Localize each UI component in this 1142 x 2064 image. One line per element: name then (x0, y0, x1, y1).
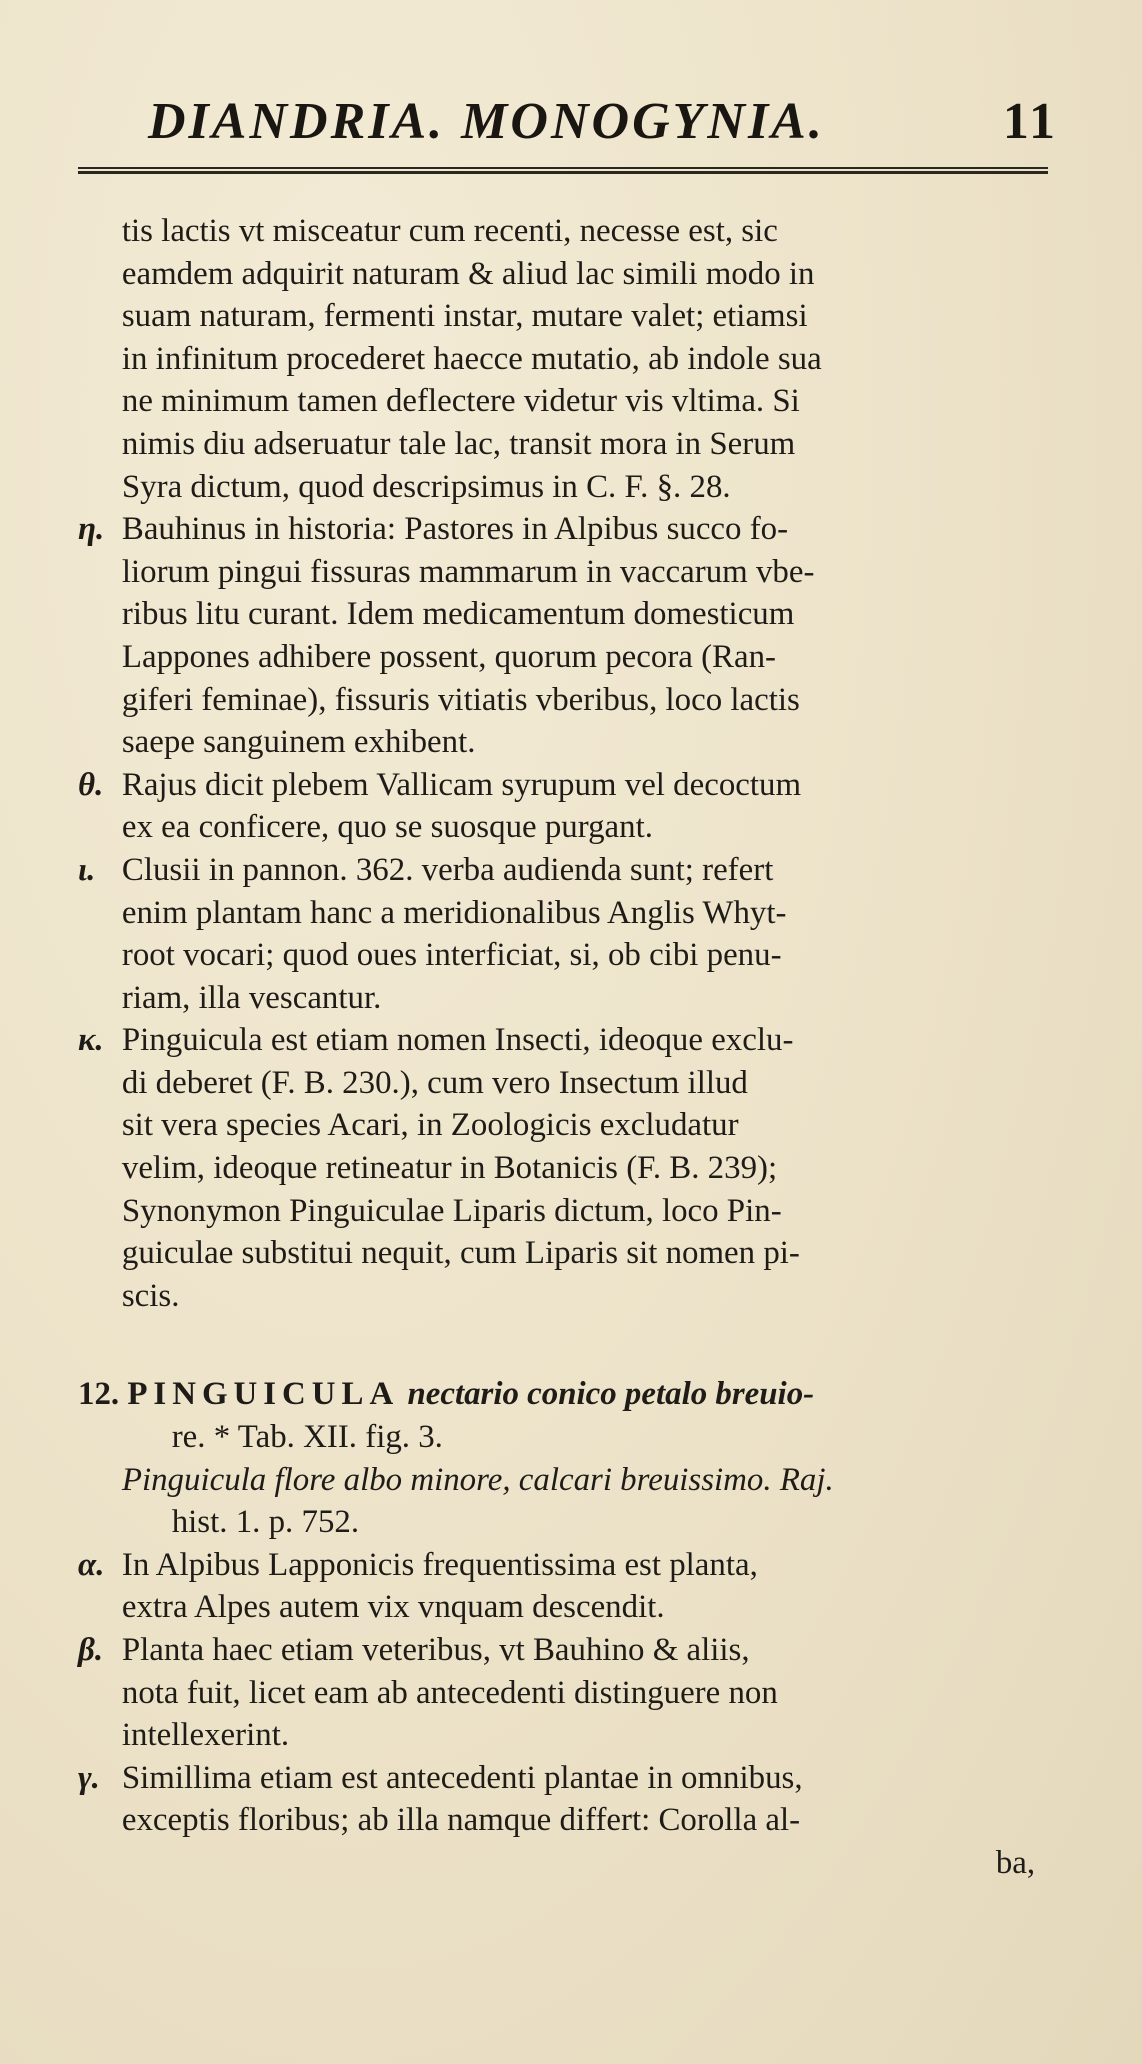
entry-number: 12. (78, 1376, 120, 1413)
text-line: extra Alpes autem vix vnquam descendit. (121, 1589, 665, 1626)
note-gamma: γ. Simillima etiam est antecedenti plantae in omnibus, (78, 1757, 1053, 1800)
text-line: di deberet (F. B. 230.), cum vero Insectum illud (121, 1064, 748, 1101)
text-line: ex ea conficere, quo se suosque purgant. (121, 809, 653, 846)
text-line: enim plantam hanc a meridionalibus Anglis Whyt- (121, 894, 787, 931)
text-line: Syra dictum, quod descripsimus in C. F. §. 28. (121, 468, 731, 505)
page-number: 11 (1002, 93, 1058, 150)
text-line: liorum pingui fissuras mammarum in vaccarum vbe- (121, 553, 815, 590)
running-head (148, 92, 1058, 152)
section-gap (78, 1317, 1056, 1373)
text-line: ne minimum tamen deflectere videtur vis vltima. Si (121, 383, 800, 420)
entry-heading (78, 1373, 1053, 1416)
text-line: ribus litu curant. Idem medicamentum domesticum (121, 596, 795, 633)
note-marker: η. (78, 511, 105, 548)
note-eta: η. Bauhinus in historia: Pastores in Alpibus succo fo- (78, 508, 1053, 551)
text-line: velim, ideoque retineatur in Botanicis (F. B. 239); (121, 1150, 778, 1187)
catchword-line: ba, (995, 1844, 1036, 1881)
text-line: intellexerint. (121, 1717, 290, 1754)
text-line: Synonymon Pinguiculae Liparis dictum, loco Pin- (121, 1192, 782, 1229)
entry-synonym: Pinguicula flore albo minore, calcari breuissimo. Raj. (121, 1461, 834, 1498)
text-line: eamdem adquirit naturam & aliud lac simili modo in (121, 255, 815, 292)
note-kappa: κ. Pinguicula est etiam nomen Insecti, ideoque exclu- (78, 1019, 1053, 1062)
entry-diagnosis: nectario conico petalo breuio- (407, 1376, 815, 1413)
text-line: re. * Tab. XII. fig. 3. (171, 1419, 443, 1456)
note-marker: γ. (78, 1759, 100, 1796)
note-beta: β. Planta haec etiam veteribus, vt Bauhino & aliis, (78, 1629, 1053, 1672)
text-line: root vocari; quod oues interficiat, si, ob cibi penu- (121, 937, 782, 974)
text-line: nota fuit, licet eam ab antecedenti distinguere non (121, 1674, 778, 1711)
note-theta: θ. Rajus dicit plebem Vallicam syrupum vel decoctum (78, 764, 1053, 807)
running-head-title: DIANDRIA. MONOGYNIA. (148, 93, 825, 150)
text-line: tis lactis vt misceatur cum recenti, necesse est, sic (121, 213, 778, 249)
note-marker: β. (78, 1632, 104, 1668)
note-marker: α. (78, 1546, 105, 1583)
text-line: giferi feminae), fissuris vitiatis vberibus, loco lactis (121, 681, 800, 718)
header-rule (78, 167, 1048, 174)
note-marker: ι. (78, 851, 96, 888)
text-line: Lappones adhibere possent, quorum pecora (Ran- (121, 638, 777, 675)
body-text (78, 210, 1056, 1885)
text-line: nimis diu adseruatur tale lac, transit mora in Serum (121, 425, 796, 462)
text-line: guiculae substitui nequit, cum Liparis sit nomen pi- (121, 1235, 800, 1272)
text-line: hist. 1. p. 752. (171, 1504, 360, 1541)
text-line: suam naturam, fermenti instar, mutare valet; etiamsi (121, 298, 808, 335)
text-line: riam, illa vescantur. (121, 979, 382, 1016)
note-marker: κ. (78, 1022, 104, 1059)
note-marker: θ. (78, 766, 104, 803)
note-alpha: α. In Alpibus Lapponicis frequentissima est planta, (78, 1544, 1053, 1587)
text-line: exceptis floribus; ab illa namque differt: Corolla al- (121, 1802, 801, 1839)
text-line: saepe sanguinem exhibent. (121, 724, 476, 761)
text-line: sit vera species Acari, in Zoologicis excludatur (121, 1107, 739, 1144)
text-line: in infinitum procederet haecce mutatio, ab indole sua (121, 340, 822, 377)
entry-genus: PINGUICULA (127, 1376, 400, 1413)
text-line: scis. (121, 1277, 180, 1314)
note-iota: ι. Clusii in pannon. 362. verba audienda sunt; refert (78, 849, 1053, 892)
